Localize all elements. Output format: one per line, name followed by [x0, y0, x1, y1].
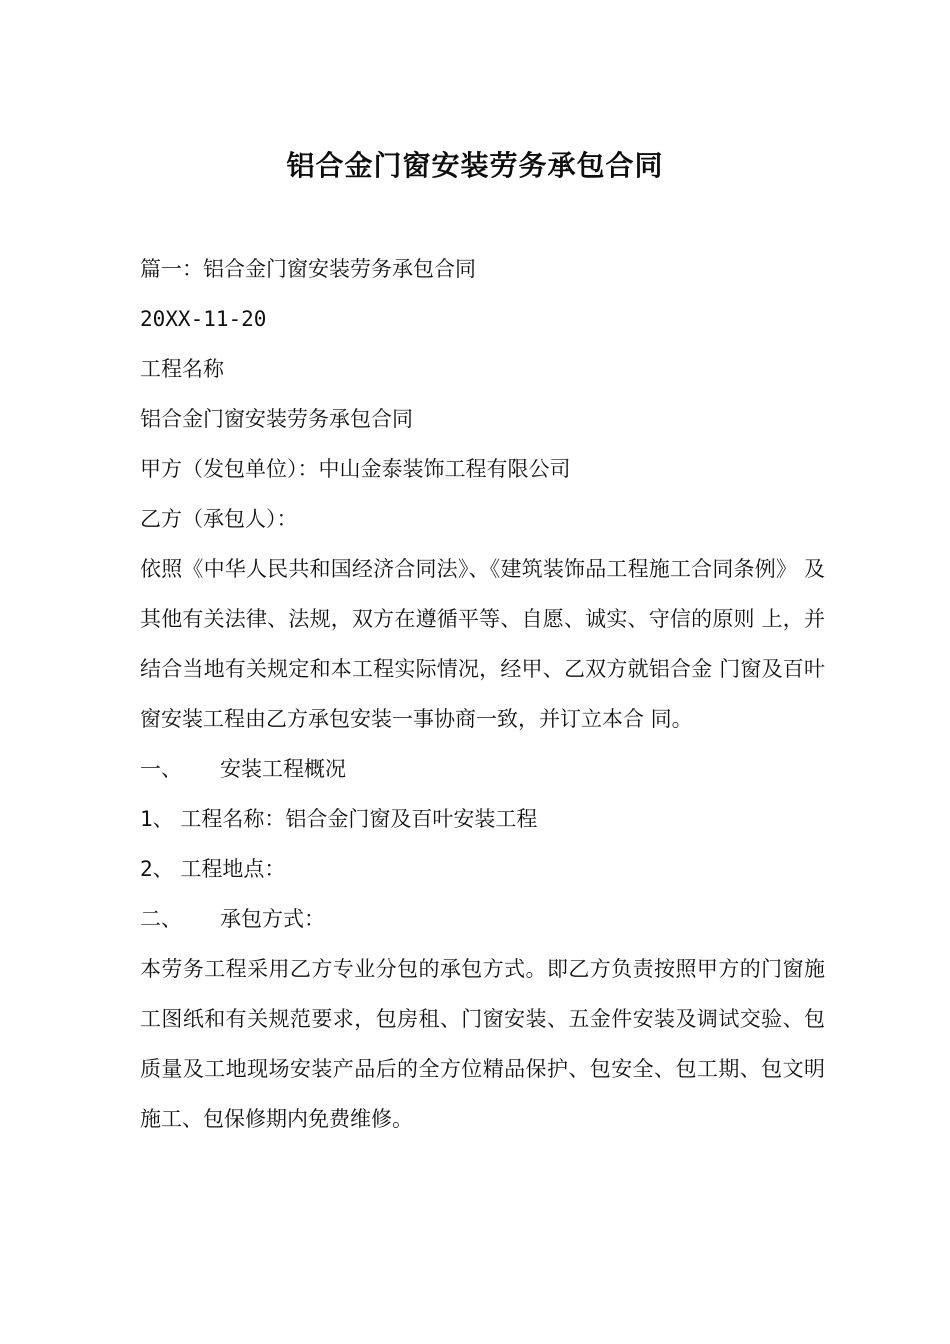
preamble-paragraph: 依照《中华人民共和国经济合同法》、《建筑装饰品工程施工合同条例》 及其他有关法律、法规，双方在遵循平等、自愿、诚实、守信的原则 上，并结合当地有关规定和本工程实际情况，经甲、乙双方就铝合金 门窗及百叶窗安装工程由乙方承包安装一事协商一致，并订立本合 同。	[140, 557, 825, 731]
party-b: 乙方（承包人）：	[140, 507, 298, 531]
document-date: 20XX-11-20	[140, 307, 267, 331]
item-1	[140, 794, 825, 844]
party-a: 甲方（发包单位）：中山金泰装饰工程有限公司	[140, 457, 571, 481]
section-1-heading	[140, 744, 825, 794]
document-body	[140, 244, 825, 1144]
document-title: 铝合金门窗安装劳务承包合同	[286, 149, 664, 182]
section-2-title: 承包方式：	[220, 907, 325, 931]
item-2	[140, 844, 825, 894]
section-2-heading	[140, 894, 825, 944]
item-2-text: 工程地点：	[180, 857, 286, 881]
item-1-number: 1、	[140, 807, 174, 831]
section-1-number: 一、	[140, 757, 182, 781]
item-2-number: 2、	[140, 857, 174, 881]
section-2-paragraph: 本劳务工程采用乙方专业分包的承包方式。即乙方负责按照甲方的门窗施工图纸和有关规范要求，包房租、门窗安装、五金件安装及调试交验、包质量及工地现场安装产品后的全方位精品保护、包安全、包工期、包文明施工、包保修期内免费维修。	[140, 957, 825, 1131]
chapter-heading: 篇一：铝合金门窗安装劳务承包合同	[140, 257, 476, 281]
item-1-text: 工程名称：铝合金门窗及百叶安装工程	[180, 807, 538, 831]
section-2-number: 二、	[140, 907, 182, 931]
section-1-title: 安装工程概况	[220, 757, 346, 781]
project-name: 铝合金门窗安装劳务承包合同	[140, 407, 413, 431]
project-label: 工程名称	[140, 357, 224, 381]
